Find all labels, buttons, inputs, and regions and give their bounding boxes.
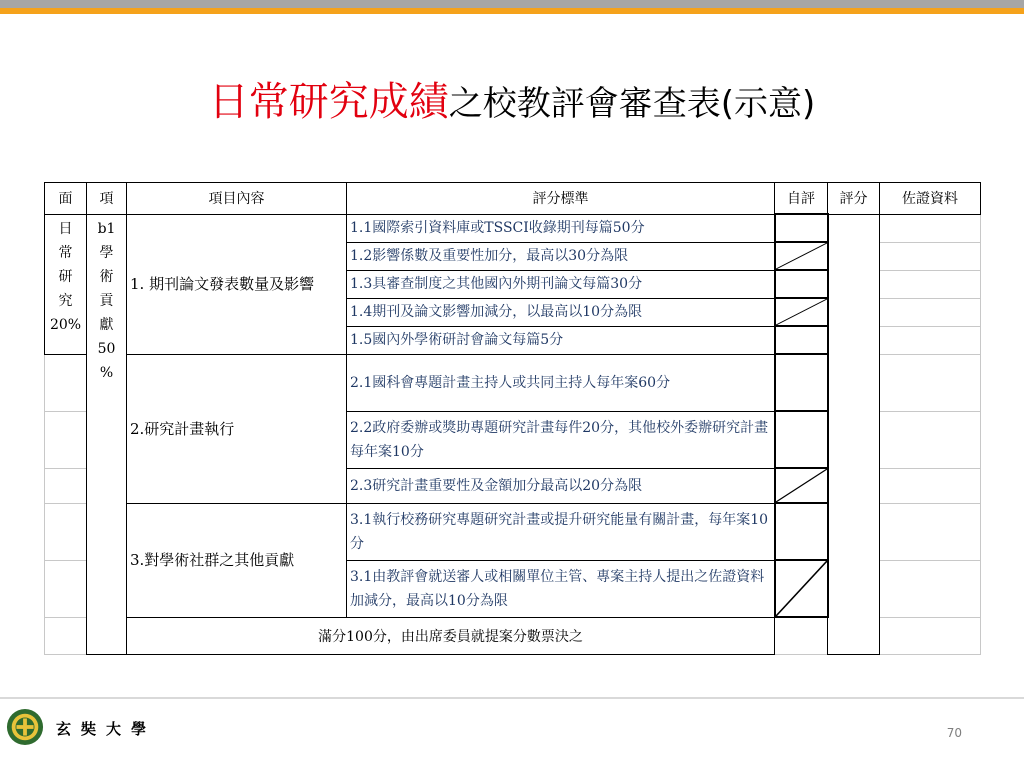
table-row [45,214,981,242]
criteria-1-1: 1.1國際索引資料庫或TSSCI收錄期刊每篇50分 [347,214,775,242]
category-1: 1. 期刊論文發表數量及影響 [127,214,347,354]
criteria-1-2: 1.2影響係數及重要性加分，最高以30分為限 [347,242,775,270]
facet-empty [45,354,87,411]
header-criteria: 評分標準 [347,183,775,215]
top-orange-bar [0,8,1024,14]
evidence-1-3[interactable] [880,270,981,298]
facet-empty [45,503,87,560]
header-facet: 面 [45,183,87,215]
criteria-1-3: 1.3具審查制度之其他國內外期刊論文每篇30分 [347,270,775,298]
score-cell[interactable] [828,214,880,654]
header-self-score: 自評 [775,183,828,215]
category-3: 3.對學術社群之其他貢獻 [127,503,347,617]
self-score-1-2-disabled [775,242,828,270]
header-score: 評分 [828,183,880,215]
self-score-1-4-disabled [775,298,828,326]
facet-empty [45,468,87,503]
category-2: 2.研究計畫執行 [127,354,347,503]
header-item-content: 項目內容 [127,183,347,215]
evidence-1-1[interactable] [880,214,981,242]
criteria-2-1: 2.1國科會專題計畫主持人或共同主持人每年案60分 [347,354,775,411]
evidence-1-5[interactable] [880,326,981,354]
footer-divider [0,697,1024,699]
self-score-1-3[interactable] [775,270,828,298]
page-number: 70 [946,726,962,740]
self-score-3-1[interactable] [775,503,828,560]
criteria-1-4: 1.4期刊及論文影響加減分，以最高以10分為限 [347,298,775,326]
item-cell: b1 學 術 貢 獻 50 % [87,214,127,654]
criteria-1-5: 1.5國內外學術研討會論文每篇5分 [347,326,775,354]
criteria-2-3: 2.3研究計畫重要性及金額加分最高以20分為限 [347,468,775,503]
facet-empty [45,411,87,468]
evidence-total[interactable] [880,617,981,654]
self-score-2-2[interactable] [775,411,828,468]
evidence-3-1[interactable] [880,503,981,560]
evidence-1-4[interactable] [880,298,981,326]
self-score-1-5[interactable] [775,326,828,354]
university-logo-icon [6,708,44,746]
evidence-1-2[interactable] [880,242,981,270]
header-evidence: 佐證資料 [880,183,981,215]
facet-cell: 日 常 研 究 20% [45,214,87,354]
evidence-3-2[interactable] [880,560,981,617]
header-row [45,183,981,215]
title-highlight: 日常研究成績 [208,79,449,125]
title-rest: 之校教評會審查表(示意) [448,84,816,124]
top-gray-bar [0,0,1024,8]
self-score-1-1[interactable] [775,214,828,242]
slide-title [0,70,1024,127]
self-score-3-2-disabled [775,560,828,617]
criteria-3-2: 3.1由教評會就送審人或相關單位主管、專案主持人提出之佐證資料加減分，最高以10分為限 [347,560,775,617]
criteria-3-1: 3.1執行校務研究專題研究計畫或提升研究能量有關計畫，每年案10分 [347,503,775,560]
self-score-2-1[interactable] [775,354,828,411]
header-item: 項 [87,183,127,215]
total-text: 滿分100分，由出席委員就提案分數票決之 [127,617,775,654]
review-table [44,182,981,655]
facet-empty [45,617,87,654]
self-score-2-3-disabled [775,468,828,503]
facet-empty [45,560,87,617]
school-name: 玄奘大學 [56,720,157,738]
evidence-2-2[interactable] [880,411,981,468]
criteria-2-2: 2.2政府委辦或獎助專題研究計畫每件20分，其他校外委辦研究計畫每年案10分 [347,411,775,468]
evidence-2-1[interactable] [880,354,981,411]
self-score-total[interactable] [775,617,828,654]
evidence-2-3[interactable] [880,468,981,503]
